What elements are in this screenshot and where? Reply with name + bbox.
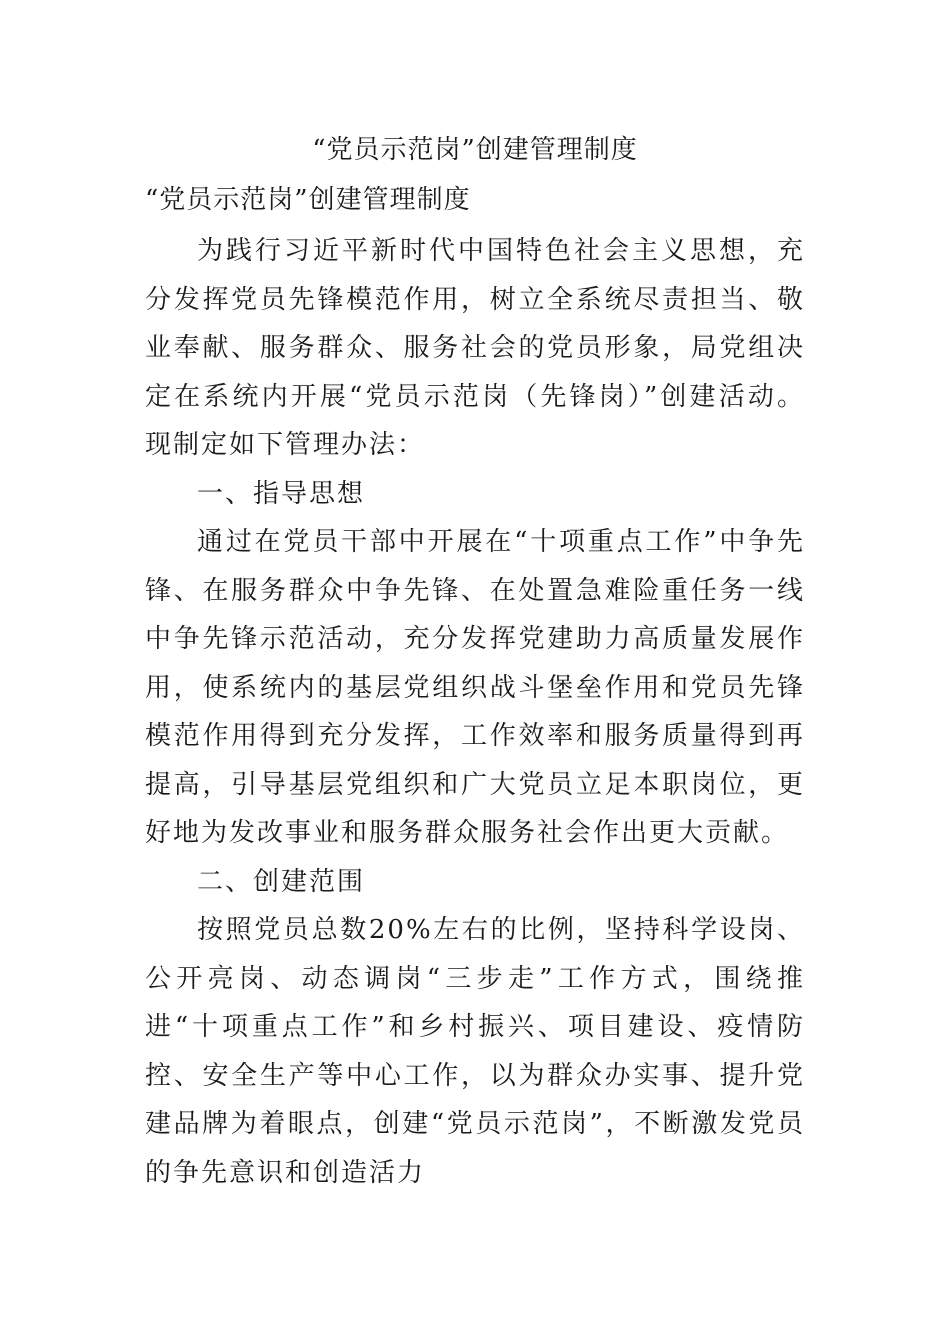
document-body [145,227,805,1197]
section-2-paragraph: 按照党员总数20%左右的比例，坚持科学设岗、公开亮岗、动态调岗“三步走”工作方式，围绕推进“十项重点工作”和乡村振兴、项目建设、疫情防控、安全生产等中心工作，以为群众办实事、提升党建品牌为着眼点，创建“党员示范岗”，不断激发党员的争先意识和创造活力 [145,915,805,1188]
section-1-heading: 一、指导思想 [197,478,366,509]
section-2-heading: 二、创建范围 [197,866,366,897]
section-1-paragraph: 通过在党员干部中开展在“十项重点工作”中争先锋、在服务群众中争先锋、在处置急难险重任务一线中争先锋示范活动，充分发挥党建助力高质量发展作用，使系统内的基层党组织战斗堡垒作用和党员先锋模范作用得到充分发挥，工作效率和服务质量得到再提高，引导基层党组织和广大党员立足本职岗位，更好地为发改事业和服务群众服务社会作出更大贡献。 [145,527,805,848]
document-subtitle: “党员示范岗”创建管理制度 [145,185,471,215]
intro-paragraph: 为践行习近平新时代中国特色社会主义思想，充分发挥党员先锋模范作用，树立全系统尽责担当、敬业奉献、服务群众、服务社会的党员形象，局党组决定在系统内开展“党员示范岗（先锋岗）”创建活动。现制定如下管理办法： [145,236,805,460]
document-title: “党员示范岗”创建管理制度 [312,135,638,165]
